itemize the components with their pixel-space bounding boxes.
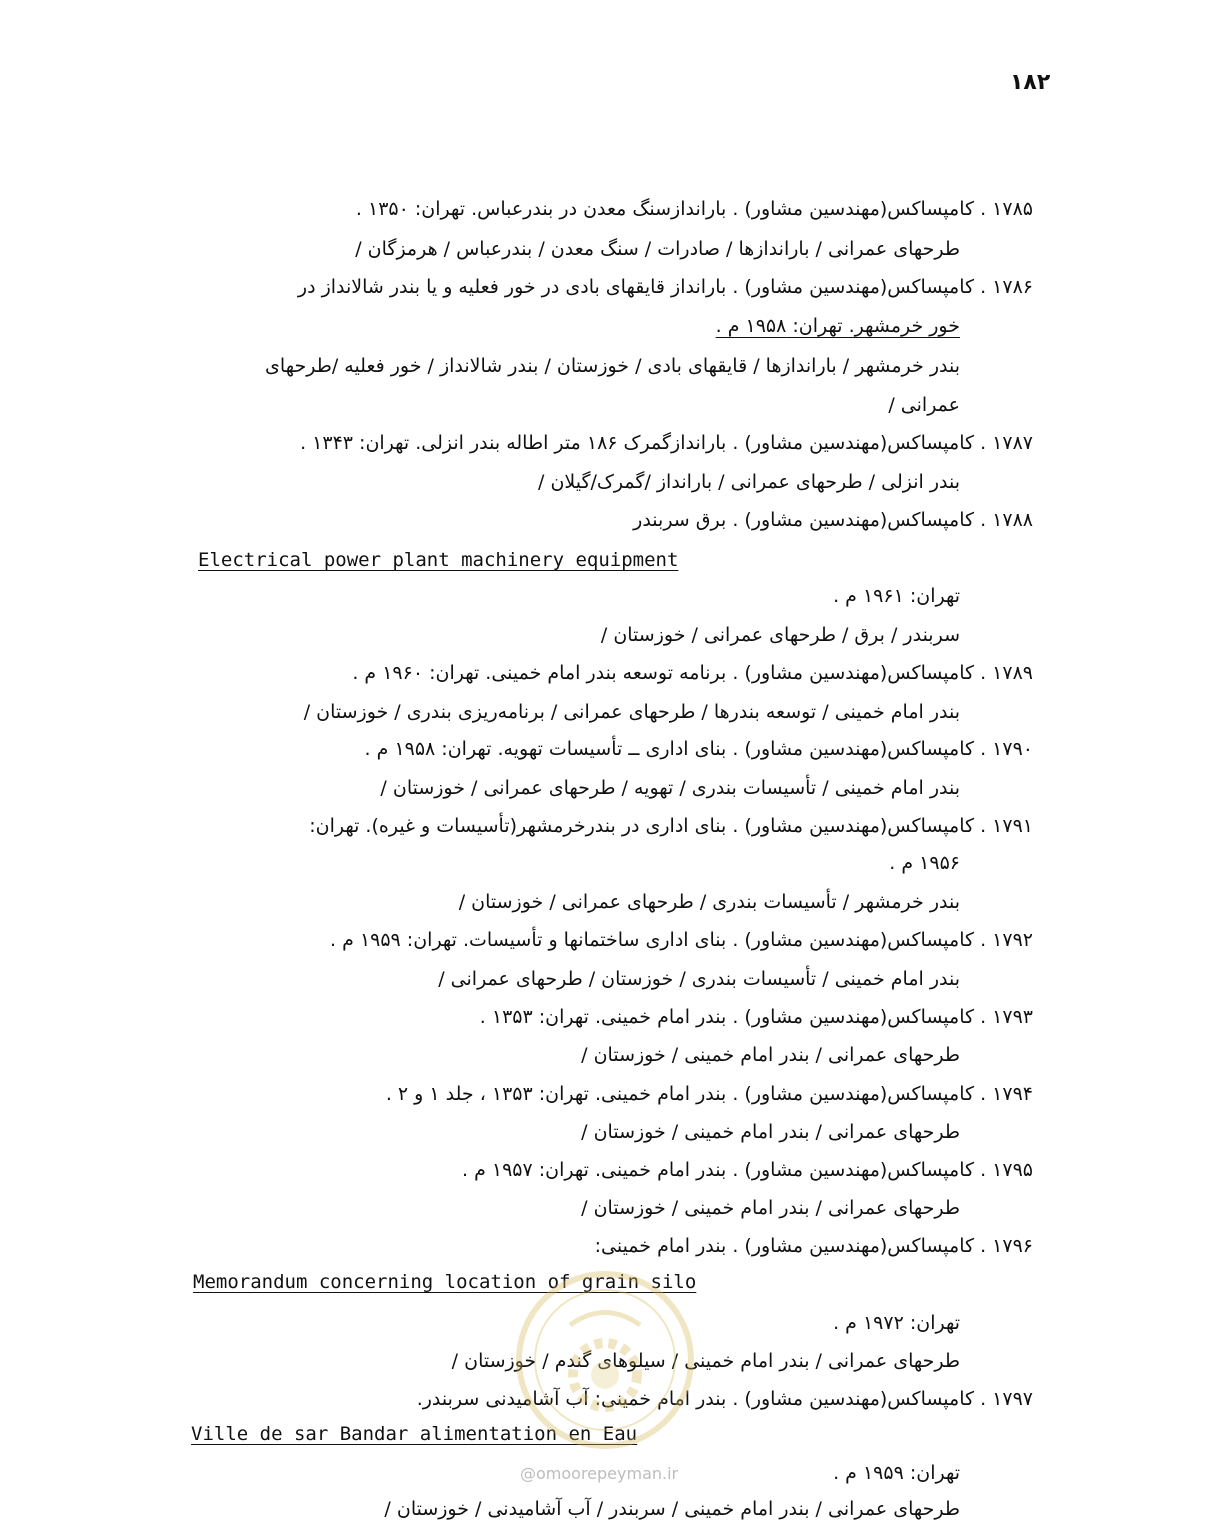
entry-1788-imprint: تهران: ۱۹۶۱ م . (833, 585, 960, 607)
entry-1797-latin-title: Ville de sar Bandar alimentation en Eau (191, 1423, 638, 1445)
entry-1789-subjects: بندر امام خمینی / توسعه بندرها / طرحهای عمرانی / برنامه‌ریزی بندری / خوزستان / (303, 701, 960, 723)
entry-1790-title: ۱۷۹۰ . کامپساکس(مهندسین مشاور) . بنای اداری ــ تأسیسات تهویه. تهران: ۱۹۵۸ م . (364, 738, 1033, 760)
entry-1796-imprint: تهران: ۱۹۷۲ م . (833, 1312, 960, 1334)
entry-1792-title: ۱۷۹۲ . کامپساکس(مهندسین مشاور) . بنای اداری ساختمانها و تأسیسات. تهران: ۱۹۵۹ م . (330, 929, 1033, 951)
entry-1795-subjects: طرحهای عمرانی / بندر امام خمینی / خوزستان / (581, 1197, 960, 1219)
entry-1794-title: ۱۷۹۴ . کامپساکس(مهندسین مشاور) . بندر امام خمینی. تهران: ۱۳۵۳ ، جلد ۱ و ۲ . (385, 1083, 1033, 1105)
entry-1793-subjects: طرحهای عمرانی / بندر امام خمینی / خوزستان / (581, 1044, 960, 1066)
entry-1789-title: ۱۷۸۹ . کامپساکس(مهندسین مشاور) . برنامه توسعه بندر امام خمینی. تهران: ۱۹۶۰ م . (352, 662, 1033, 684)
entry-1797-imprint: تهران: ۱۹۵۹ م . (833, 1462, 960, 1484)
entry-1796-latin-title: Memorandum concerning location of grain silo (193, 1271, 697, 1293)
entry-1788-title: ۱۷۸۸ . کامپساکس(مهندسین مشاور) . برق سربندر (633, 509, 1033, 531)
entry-1791-title: ۱۷۹۱ . کامپساکس(مهندسین مشاور) . بنای اداری در بندرخرمشهر(تأسیسات و غیره). تهران: (309, 815, 1033, 837)
entry-1786-title-cont: خور خرمشهر. تهران: ۱۹۵۸ م . (715, 315, 960, 337)
entry-1786-subjects: بندر خرمشهر / باراندازها / قایقهای بادی / خوزستان / بندر شالانداز / خور فعلیه /طرحهای (265, 355, 960, 377)
watermark-text: @omoorepeyman.ir (520, 1464, 679, 1483)
entry-1790-subjects: بندر امام خمینی / تأسیسات بندری / تهویه / طرحهای عمرانی / خوزستان / (380, 777, 960, 799)
entry-1787-title: ۱۷۸۷ . کامپساکس(مهندسین مشاور) . باراندازگمرک ۱۸۶ متر اطاله بندر انزلی. تهران: ۱۳۴۳ . (300, 432, 1033, 454)
entry-1791-subjects: بندر خرمشهر / تأسیسات بندری / طرحهای عمرانی / خوزستان / (458, 891, 960, 913)
entry-1796-title: ۱۷۹۶ . کامپساکس(مهندسین مشاور) . بندر امام خمینی: (594, 1235, 1033, 1257)
entry-1792-subjects: بندر امام خمینی / تأسیسات بندری / خوزستان / طرحهای عمرانی / (438, 968, 960, 990)
entry-1797-subjects: طرحهای عمرانی / بندر امام خمینی / سربندر / آب آشامیدنی / خوزستان / (384, 1498, 960, 1520)
entry-1788-latin-title: Electrical power plant machinery equipment (198, 549, 679, 571)
entry-1785-title: ۱۷۸۵ . کامپساکس(مهندسین مشاور) . باراندازسنگ معدن در بندرعباس. تهران: ۱۳۵۰ . (355, 198, 1033, 220)
entry-1787-subjects: بندر انزلی / طرحهای عمرانی / بارانداز /گمرک/گیلان / (538, 471, 960, 493)
entry-1786-title: ۱۷۸۶ . کامپساکس(مهندسین مشاور) . بارانداز قایقهای بادی در خور فعلیه و یا بندر شالانداز در (297, 276, 1033, 298)
entry-1794-subjects: طرحهای عمرانی / بندر امام خمینی / خوزستان / (581, 1121, 960, 1143)
entry-1793-title: ۱۷۹۳ . کامپساکس(مهندسین مشاور) . بندر امام خمینی. تهران: ۱۳۵۳ . (479, 1006, 1033, 1028)
entry-1795-title: ۱۷۹۵ . کامپساکس(مهندسین مشاور) . بندر امام خمینی. تهران: ۱۹۵۷ م . (462, 1159, 1033, 1181)
page-number: ۱۸۲ (1010, 70, 1051, 95)
entry-1796-subjects: طرحهای عمرانی / بندر امام خمینی / سیلوهای گندم / خوزستان / (451, 1350, 960, 1372)
entry-1791-title-cont: ۱۹۵۶ م . (889, 852, 960, 874)
entry-1797-title: ۱۷۹۷ . کامپساکس(مهندسین مشاور) . بندر امام خمینی: آب آشامیدنی سربندر. (416, 1388, 1033, 1410)
entry-1786-subjects-cont: عمرانی / (888, 394, 960, 416)
entry-1788-subjects: سربندر / برق / طرحهای عمرانی / خوزستان / (600, 624, 960, 646)
entry-1785-subjects: طرحهای عمرانی / باراندازها / صادرات / سنگ معدن / بندرعباس / هرمزگان / (355, 238, 960, 260)
watermark-logo (510, 1265, 700, 1455)
